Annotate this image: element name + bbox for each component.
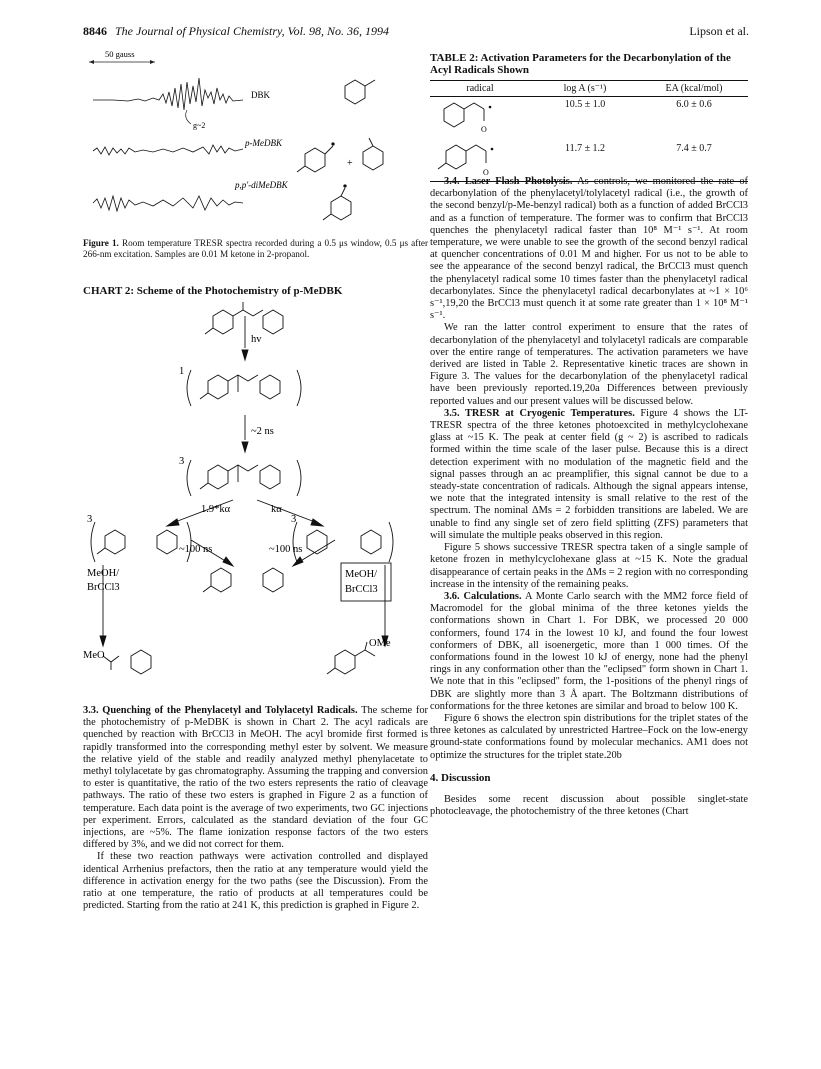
benzyl-radical-structure (345, 80, 375, 104)
section-3-5-paragraph-1: 3.5. TRESR at Cryogenic Temperatures. Figure 4 shows the LT-TRESR spectra of the three ketones photoexcited in methylcyclohexane glass at ~15 K. The peak at center field (g ~ 2) is ascribed to radicals formed within the time scale of the laser pulse. Because this is a direct detection experiment with no modulation of the magnetic field and the signal passes through an ac preamplifier, this signal cannot be due to a steady-state concentration of radicals. Although the signal appears intense, we note that the integrated intensity is small relative to the rest of the spectrum. The nominal ΔMs = 2 forbidden transitions are labeled. We are unable to find any single set of zero field splitting (ZFS) parameters that will simulate the multiple peaks observed in this region. (430, 407, 748, 541)
chart-2-title: CHART 2: Scheme of the Photochemistry of p-MeDBK (83, 285, 343, 297)
figure-1-caption-text: Room temperature TRESR spectra recorded during a 0.5 μs window, 0.5 μs after 266-nm excitation. Samples are 0.01 M ketone in 2-propanol. (83, 238, 429, 259)
row-1-loga: 10.5 ± 1.0 (564, 99, 606, 110)
table-2 (430, 80, 748, 182)
rate-right-label: kα (271, 504, 282, 515)
svg-text:+: + (347, 158, 353, 169)
g-label: g~2 (193, 121, 206, 130)
dbk-label: DBK (251, 90, 271, 100)
section-3-5-heading: 3.5. TRESR at Cryogenic Temperatures. (444, 407, 635, 419)
reagent-left-line1: MeOH/ (87, 568, 120, 579)
section-3-4-paragraph-2: We ran the latter control experiment to ensure that the rates of decarbonylation of the phenylacetyl and tolylacetyl radicals are comparable over the entire range of temperatures. The activation parameters we have derived are listed in Table 2. Representative kinetic traces are shown in Figure 3. The values for the decarbonylation of the phenylacetyl radical have been previously reported.19,20a Differences between previously reported values and our present values will be discussed below. (430, 322, 748, 407)
tolylacetyl-radical-structure (430, 137, 530, 181)
phenylacetyl-radical-structure (430, 97, 530, 137)
product-left-label: MeO (83, 650, 105, 661)
svg-text:O: O (483, 168, 489, 177)
dbk-trace (93, 78, 243, 110)
figure-1-caption-label: Figure 1. (83, 238, 119, 248)
figure-1-spectra (83, 48, 428, 236)
table-2-title: TABLE 2: Activation Parameters for the Decarbonylation of the Acyl Radicals Shown (430, 52, 731, 76)
page-number: 8846 (83, 24, 107, 38)
benzyl-radical-structure-2 (363, 138, 383, 170)
right-column-text (430, 176, 748, 818)
column-header-loga: log A (s⁻¹) (563, 83, 607, 94)
p-medbk-trace (93, 145, 243, 155)
section-3-3-heading: 3.3. Quenching of the Phenylacetyl and Tolylacetyl Radicals. (83, 705, 358, 716)
reagent-left-line2: BrCCl3 (87, 582, 120, 593)
row-2-ea: 7.4 ± 0.7 (676, 143, 712, 154)
section-3-6-paragraph-1: 3.6. Calculations. A Monte Carlo search with the MM2 force field of Macromodel for the global minima of the three ketones yields the conformations shown in Chart 1. For DBK, we processed 20 000 conformers, found 174 in the lowest 10 kJ, and found the four lowest conformers of DBK, all isoenergetic, more than 1 000 times. Of the conformations found in the lowest 10 kJ of energy, none had the phenyl rings in any conformation other than the "eclipsed" form shown in Chart 1. We note that in this "eclipsed" form, the 1-positions of the phenyl rings of DBK are slightly more than 3 Å apart. The Boltzmann distributions of conformations for the three ketones are similar and broad to below 100 K. (430, 590, 748, 712)
row-1-ea: 6.0 ± 0.6 (676, 99, 712, 110)
spin-3-label-b: 3 (87, 514, 93, 525)
spin-1-label: 1 (179, 366, 185, 377)
p-p-dimedbk-trace (93, 196, 243, 211)
section-3-4-paragraph-1: 3.4. Laser Flash Photolysis. As controls, we monitored the rate of decarbonylation of the phenylacetyl/tolylacetyl radical (i.e., the growth of the second benzyl/p-Me-benzyl radical) both as a function of added BrCCl3 and as a function of temperature. The former was to confirm that BrCCl3 quenches the phenylacetyl radical faster than 10⁸ M⁻¹ s⁻¹. At room temperature, we were unable to see the growth of the second benzyl radical at quencher concentrations of 0.01 M and higher. For us not to be able to see the appearance of the second benzyl radical, the BrCCl3 must quench the phenylacetyl radical some 10 times faster than the phenylacetyl radical decarbonylates. Since the phenylacetyl radical decarbonylates at ~1 × 10⁶ s⁻¹,19,20 the BrCCl3 must quench it at some rate greater than 1 × 10⁸ M⁻¹ s⁻¹. (430, 176, 749, 322)
product-right-label: OMe (369, 638, 391, 649)
section-4-paragraph-1: Besides some recent discussion about possible singlet-state photocleavage, the photochemistry of the three ketones (Chart (430, 793, 748, 818)
row-2-loga: 11.7 ± 1.2 (564, 143, 606, 154)
chart-2-diagram (83, 300, 428, 700)
scale-bar-label: 50 gauss (105, 49, 135, 59)
spin-3-label-a: 3 (179, 456, 185, 467)
running-header (83, 24, 389, 39)
hv-label: hv (251, 334, 262, 345)
svg-text:O: O (481, 125, 487, 134)
table-row (430, 97, 748, 137)
author-header: Lipson et al. (689, 24, 749, 38)
time-2ns-label: ~2 ns (251, 426, 274, 437)
column-header-radical: radical (466, 83, 494, 94)
p-p-dimedbk-label: p,p'-diMeDBK (235, 180, 288, 190)
section-3-4-heading: 3.4. Laser Flash Photolysis. (444, 176, 573, 187)
left-column-text (83, 705, 428, 912)
dimethylbenzyl-radical-structure (323, 185, 351, 220)
section-4-heading: 4. Discussion (430, 771, 491, 784)
section-3-6-paragraph-2: Figure 6 shows the electron spin distributions for the triplet states of the three ketones as calculated by unrestricted Hartree–Fock on the low-energy ground-state conformations found by molecular mechanics. AM1 does not optimize the structures for the triplet state.20b (430, 712, 748, 761)
spin-3-label-c: 3 (291, 514, 297, 525)
section-3-5-paragraph-2: Figure 5 shows successive TRESR spectra taken of a single sample of ketone frozen in methylcyclohexane glass at ~15 K. Note the gradual disappearance of certain peaks in the ΔMs = 2 region with no corresponding increase in the intensity of the remaining peaks. (430, 542, 748, 590)
section-3-3-paragraph-1: 3.3. Quenching of the Phenylacetyl and Tolylacetyl Radicals. The scheme for the photochemistry of p-MeDBK is shown in Chart 2. The acyl radicals are quenched by reaction with BrCCl3 in MeOH. The acyl bromide first formed is rapidly transformed into the corresponding methyl ester by solvent. We measure the relative yield of the stable and readily analyzed methyl phenylacetate to methyl tolylacetate by gas chromatography. Assuming the trapping and conversion to ester is quantitative, the ratio of the two esters represents the ratio of cleavage pathways. The ratio of these two esters is graphed in Figure 2 as a function of temperature. Each data point is the average of two experiments, two GC injections per experiment. Errors, calculated as the standard deviation of the four GC injections, are ~5%. The flame ionization response factors of the two esters differed by 3%, and we did not correct for them. (83, 705, 428, 851)
p-medbk-label: p-MeDBK (245, 138, 282, 148)
journal-citation: The Journal of Physical Chemistry, Vol. 98, No. 36, 1994 (115, 24, 389, 38)
figure-1 (83, 48, 428, 236)
column-header-ea: EA (kcal/mol) (665, 83, 723, 94)
section-3-3-paragraph-2: If these two reaction pathways were activation controlled and displayed identical Arrhenius prefactors, then the ratio at any temperature would yield the difference in activation energy for the two paths (see the Discussion). From the ratio at one temperature, the ratio of products at all temperatures could be predicted. Starting from the ratio at 241 K, this prediction is graphed in Figure 2. (83, 851, 428, 912)
figure-1-caption (83, 238, 428, 259)
reagent-right-line2: BrCCl3 (345, 584, 378, 595)
time-right-label: ~100 ns (269, 544, 303, 555)
section-3-6-heading: 3.6. Calculations. (444, 590, 522, 602)
rate-left-label: 1.9*kα (201, 504, 231, 515)
reagent-right-line1: MeOH/ (345, 569, 378, 580)
time-left-label: ~100 ns (179, 544, 213, 555)
p-methylbenzyl-radical-structure (297, 143, 334, 172)
chart-2-scheme (83, 300, 428, 700)
